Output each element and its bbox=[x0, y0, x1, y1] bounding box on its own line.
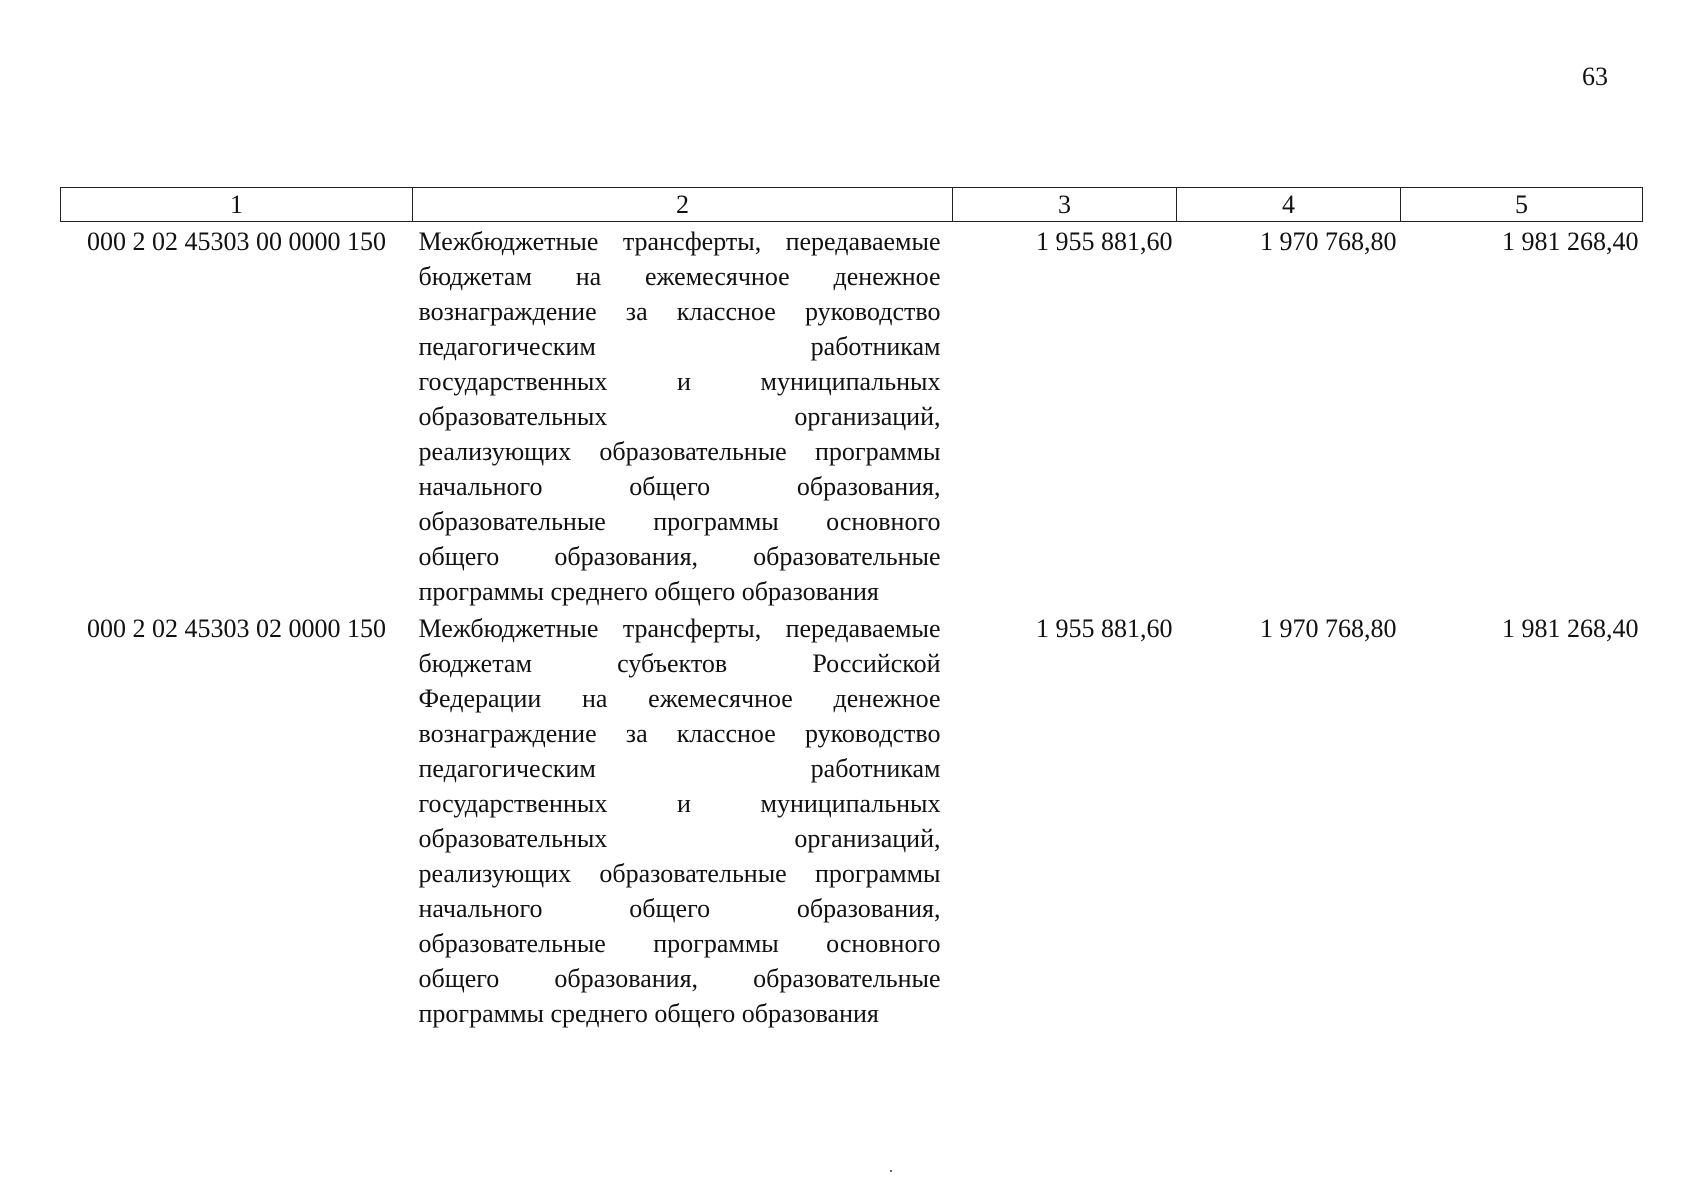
column-header-5: 5 bbox=[1401, 188, 1643, 222]
description-line: Межбюджетные трансферты, передаваемые bbox=[418, 227, 941, 256]
description-line: образовательных организаций, bbox=[418, 824, 941, 853]
row-description bbox=[413, 222, 953, 610]
column-header-1: 1 bbox=[61, 188, 413, 222]
value-col-5: 1 981 268,40 bbox=[1502, 227, 1639, 256]
description-line: вознаграждение за классное руководство bbox=[418, 719, 941, 748]
table-header bbox=[61, 188, 1643, 222]
budget-code: 000 2 02 45303 00 0000 150 bbox=[87, 227, 386, 256]
description-line: бюджетам субъектов Российской bbox=[418, 649, 941, 678]
description-line: вознаграждение за классное руководство bbox=[418, 297, 941, 326]
description-line: образовательные программы основного bbox=[418, 929, 941, 958]
description-line: общего образования, образовательные bbox=[418, 964, 941, 993]
value-col-3: 1 955 881,60 bbox=[1036, 614, 1173, 643]
header-row bbox=[61, 188, 1643, 222]
value-col-4: 1 970 768,80 bbox=[1260, 227, 1397, 256]
column-header-3: 3 bbox=[953, 188, 1177, 222]
value-col-3: 1 955 881,60 bbox=[1036, 227, 1173, 256]
description-line: педагогическим работникам bbox=[418, 754, 941, 783]
description-line: начального общего образования, bbox=[418, 472, 941, 501]
description-line: бюджетам на ежемесячное денежное bbox=[418, 262, 941, 291]
table-body bbox=[61, 222, 1643, 1032]
page-number: 63 bbox=[1582, 62, 1608, 91]
column-header-4: 4 bbox=[1177, 188, 1401, 222]
description-line: начального общего образования, bbox=[418, 894, 941, 923]
description-line: педагогическим работникам bbox=[418, 332, 941, 361]
table-row bbox=[61, 222, 1643, 610]
description-line: общего образования, образовательные bbox=[418, 542, 941, 571]
description-line: Федерации на ежемесячное денежное bbox=[418, 684, 941, 713]
scan-speck bbox=[890, 1170, 892, 1172]
budget-code: 000 2 02 45303 02 0000 150 bbox=[87, 614, 386, 643]
budget-table bbox=[60, 187, 1643, 1031]
description-line: Межбюджетные трансферты, передаваемые bbox=[418, 614, 941, 643]
description-line: реализующих образовательные программы bbox=[418, 859, 941, 888]
description-line: государственных и муниципальных bbox=[418, 789, 941, 818]
value-col-5: 1 981 268,40 bbox=[1502, 614, 1639, 643]
row-description bbox=[413, 609, 953, 1031]
description-line: государственных и муниципальных bbox=[418, 367, 941, 396]
description-line: программы среднего общего образования bbox=[418, 999, 879, 1028]
table-row bbox=[61, 609, 1643, 1031]
description-line: образовательные программы основного bbox=[418, 507, 941, 536]
description-line: реализующих образовательные программы bbox=[418, 437, 941, 466]
column-header-2: 2 bbox=[413, 188, 953, 222]
value-col-4: 1 970 768,80 bbox=[1260, 614, 1397, 643]
description-line: программы среднего общего образования bbox=[418, 577, 879, 606]
description-line: образовательных организаций, bbox=[418, 402, 941, 431]
